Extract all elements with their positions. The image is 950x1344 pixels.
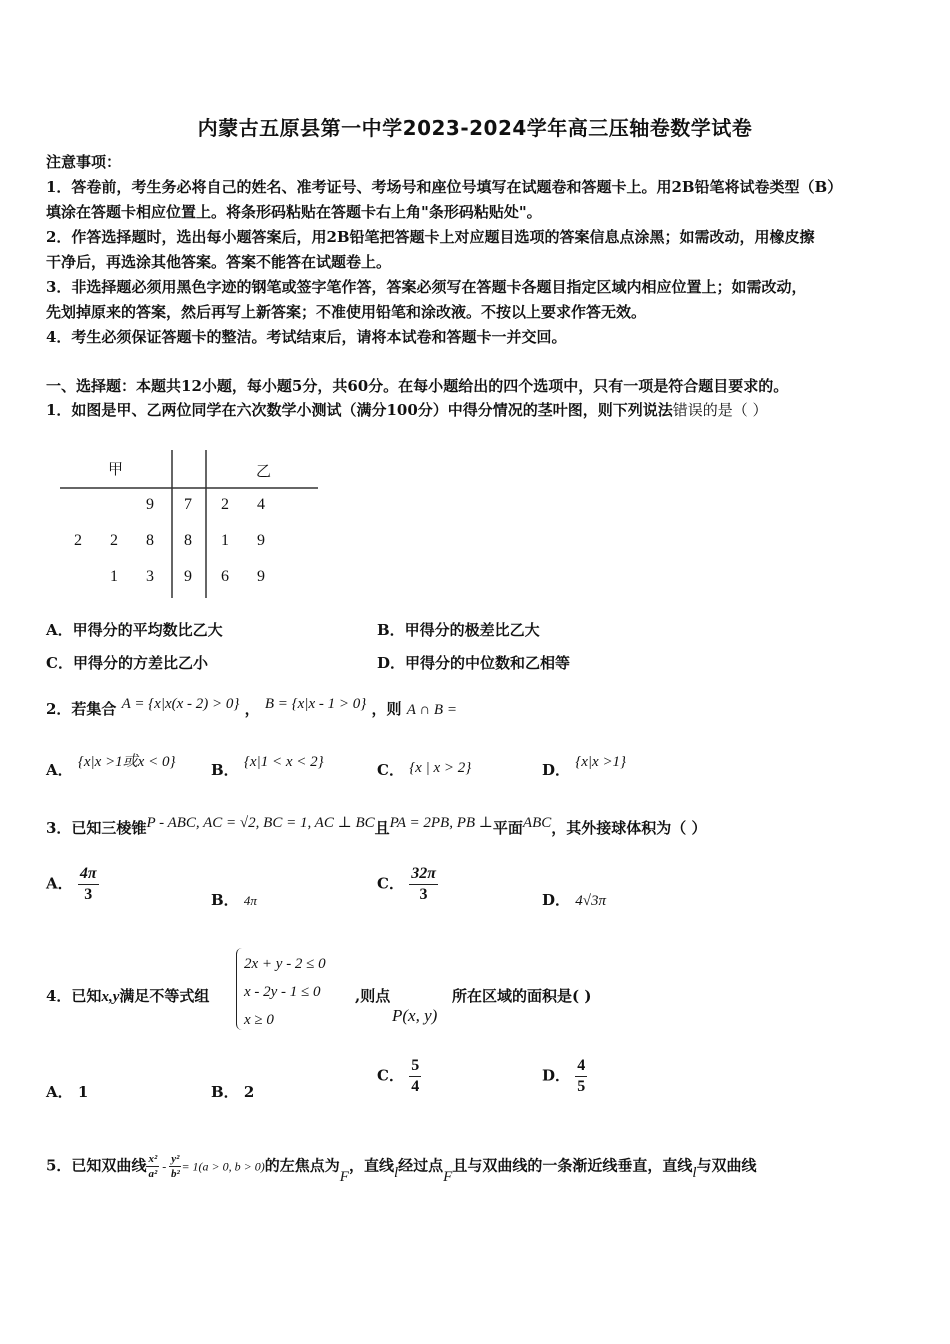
notice-line: 填涂在答题卡相应位置上。将条形码粘贴在答题卡右上角"条形码粘贴处"。 [46,203,542,221]
q4-then: ,则点 [355,987,391,1005]
q5-text-5: 与双曲线 [696,1156,757,1175]
inequality-3: x ≥ 0 [244,1012,274,1028]
q1-option-c[interactable]: C．甲得分的方差比乙小 [46,654,208,672]
denominator: 4 [411,1078,420,1095]
option-label: B． [211,761,239,779]
q5-condition: = 1(a > 0, b > 0) [181,1159,265,1174]
option-label: B． [211,1083,239,1101]
q3-math-3: ABC [522,815,552,831]
question-3-stem [46,816,926,842]
q3-mid-2: 平面 [492,819,523,837]
q5-line-l: l [692,1164,697,1181]
notice-heading: 注意事项： [46,153,122,171]
q4-mid: 满足不等式组 [119,987,210,1005]
denominator: 3 [84,886,93,903]
q4-prefix: 4．已知 [46,987,102,1005]
q4-point: P(x, y) [392,1006,438,1025]
q4-option-d-fraction [575,1056,587,1097]
numerator: 4 [575,1056,587,1077]
q2-option-a-math: {x|x >1或x < 0} [77,754,176,770]
numerator: 5 [409,1056,421,1077]
option-label: A． [46,1083,73,1101]
stem-value: 8 [184,532,192,549]
q3-math-2: PA = 2PB, PB ⊥ [389,815,493,831]
option-label: D． [542,761,571,779]
q5-text-2: ，直线 [348,1156,394,1175]
q5-text-4: 且与双曲线的一条渐近线垂直，直线 [452,1156,693,1175]
leaf-right: 9 [257,532,265,549]
option-label: B． [211,891,239,909]
q3-option-d[interactable] [542,888,606,914]
q2-option-b[interactable] [211,754,324,784]
leaf-left: 2 [110,532,118,549]
leaf-right: 4 [257,496,265,513]
leaf-right: 2 [221,496,229,513]
inequality-1: 2x + y - 2 ≤ 0 [244,956,326,972]
q2-option-b-math: {x|1 < x < 2} [243,754,324,770]
q5-focus-f: F [339,1168,349,1185]
q5-text-1: 的左焦点为 [264,1156,340,1175]
denominator: a² [148,1168,158,1180]
notice-block [46,150,908,350]
q1-stem-tail: 错误的是（ ） [672,401,768,419]
q3-option-b-math: 4π [243,893,257,908]
q3-option-a-fraction [78,864,99,905]
question-5-stem: 5．已知双曲线 $\frac{\text{x²}}{\text{a²}}$ - $\frac{\text{y²}}{\text{b²}}$ = 1(a > 0, b > 0)的左焦点为F，直线l经过点F且与双曲线的一条渐近线垂直，直线l与双曲线 [46,1153,757,1185]
notice-line: 干净后，再选涂其他答案。答案不能答在试题卷上。 [46,253,392,271]
left-header: 甲 [108,460,124,478]
q4-option-c[interactable] [377,1056,421,1097]
q2-option-c[interactable] [377,758,471,784]
q4-option-b[interactable] [211,1080,254,1105]
option-label: A． [46,761,73,779]
q3-option-c[interactable] [377,864,438,905]
leaf-left: 1 [110,568,118,585]
notice-line: 先划掉原来的答案，然后再写上新答案；不准使用铅笔和涂改液。不按以上要求作答无效。 [46,303,647,321]
leaf-left: 8 [146,532,154,549]
leaf-right: 6 [221,568,229,585]
option-label: A． [46,874,73,893]
q1-option-b[interactable]: B．甲得分的极差比乙大 [377,621,540,639]
option-label: C． [377,1066,404,1085]
denominator: 3 [419,886,428,903]
inequality-2: x - 2y - 1 ≤ 0 [244,984,321,1000]
q4-option-d[interactable] [542,1056,587,1097]
q3-option-a[interactable] [46,864,99,905]
notice-line: 2．作答选择题时，选出每小题答案后，用2B铅笔把答题卡上对应题目选项的答案信息点涂黑；如需改动，用橡皮擦 [46,228,815,246]
q2-expr: A ∩ B = [406,702,457,718]
q4-option-b-value: 2 [243,1083,255,1101]
leaf-right: 1 [221,532,229,549]
q5-prefix: 5．已知双曲线 [46,1156,147,1175]
q4-option-a[interactable] [46,1080,88,1105]
stem-value: 7 [184,496,192,513]
q5-focus-f: F [443,1168,453,1185]
numerator: 32π [409,864,438,885]
denominator: 5 [577,1078,586,1095]
notice-line: 3．非选择题必须用黑色字迹的钢笔或签字笔作答，答案必须写在答题卡各题目指定区域内相应位置上；如需改动， [46,278,807,296]
q3-option-d-math: 4√3π [575,893,606,909]
numerator: 4π [78,864,99,885]
question-1-stem [46,398,916,423]
stem-value: 9 [184,568,192,585]
option-label: D． [542,1066,571,1085]
leaf-left: 3 [146,568,154,585]
y-over-b-fraction [169,1152,181,1181]
q2-prefix: 2．若集合 [46,700,117,718]
q2-option-a[interactable] [46,754,176,784]
x-over-a-fraction [146,1152,159,1181]
right-header: 乙 [256,462,272,480]
q1-option-a[interactable]: A．甲得分的平均数比乙大 [46,621,223,639]
section-heading: 一、选择题：本题共12小题，每小题5分，共60分。在每小题给出的四个选项中，只有一项是符合题目要求的。 [46,377,789,395]
q1-stem-text: 1．如图是甲、乙两位同学在六次数学小测试（满分100分）中得分情况的茎叶图，则下列说法 [46,401,673,419]
leaf-left: 2 [74,532,82,549]
notice-line: 4．考生必须保证答题卡的整洁。考试结束后，请将本试卷和答题卡一并交回。 [46,328,567,346]
q5-line-l: l [393,1164,399,1181]
q3-prefix: 3．已知三棱锥 [46,819,147,837]
q2-set-b: B = {x|x - 1 > 0} [264,696,367,712]
question-2-stem: 2．若集合 A = {x|x(x - 2) > 0} ， B = {x|x - 1 > 0} ，则 A ∩ B = [46,696,457,718]
q2-option-d[interactable] [542,754,627,784]
numerator: y² [171,1153,180,1165]
inequality-system [244,950,326,1034]
page-title: 内蒙古五原县第一中学2023-2024学年高三压轴卷数学试卷 [197,116,753,140]
q4-suffix: 所在区域的面积是( ) [452,987,592,1005]
q3-option-c-fraction [409,864,438,905]
leaf-left: 9 [146,496,154,513]
q3-math-1: P - ABC, AC = √2, BC = 1, AC ⊥ BC [146,815,375,831]
q2-set-a: A = {x|x(x - 2) > 0} [121,696,240,712]
q3-option-b[interactable] [211,888,257,913]
q4-option-a-value: 1 [77,1083,89,1101]
option-label: C． [377,761,404,779]
q1-option-d[interactable]: D．甲得分的中位数和乙相等 [377,654,571,672]
numerator: x² [148,1153,158,1165]
q4-option-c-fraction [409,1056,421,1097]
option-label: C． [377,874,404,893]
q2-suffix: ，则 [371,700,402,718]
stem-leaf-plot [58,448,320,598]
notice-line: 1．答卷前，考生务必将自己的姓名、准考证号、考场号和座位号填写在试题卷和答题卡上。用2B铅笔将试卷类型（B） [46,178,843,196]
q3-mid: 且 [374,819,390,837]
question-4-stem [46,984,209,1010]
q4-vars: x,y [101,989,120,1005]
option-label: D． [542,891,571,909]
q2-option-c-math: {x | x > 2} [409,760,472,776]
q2-option-d-math: {x|x >1} [575,754,627,770]
denominator: b² [170,1168,180,1180]
q3-suffix: ，其外接球体积为（ ） [551,819,707,837]
leaf-right: 9 [257,568,265,585]
q5-text-3: 经过点 [398,1156,444,1175]
